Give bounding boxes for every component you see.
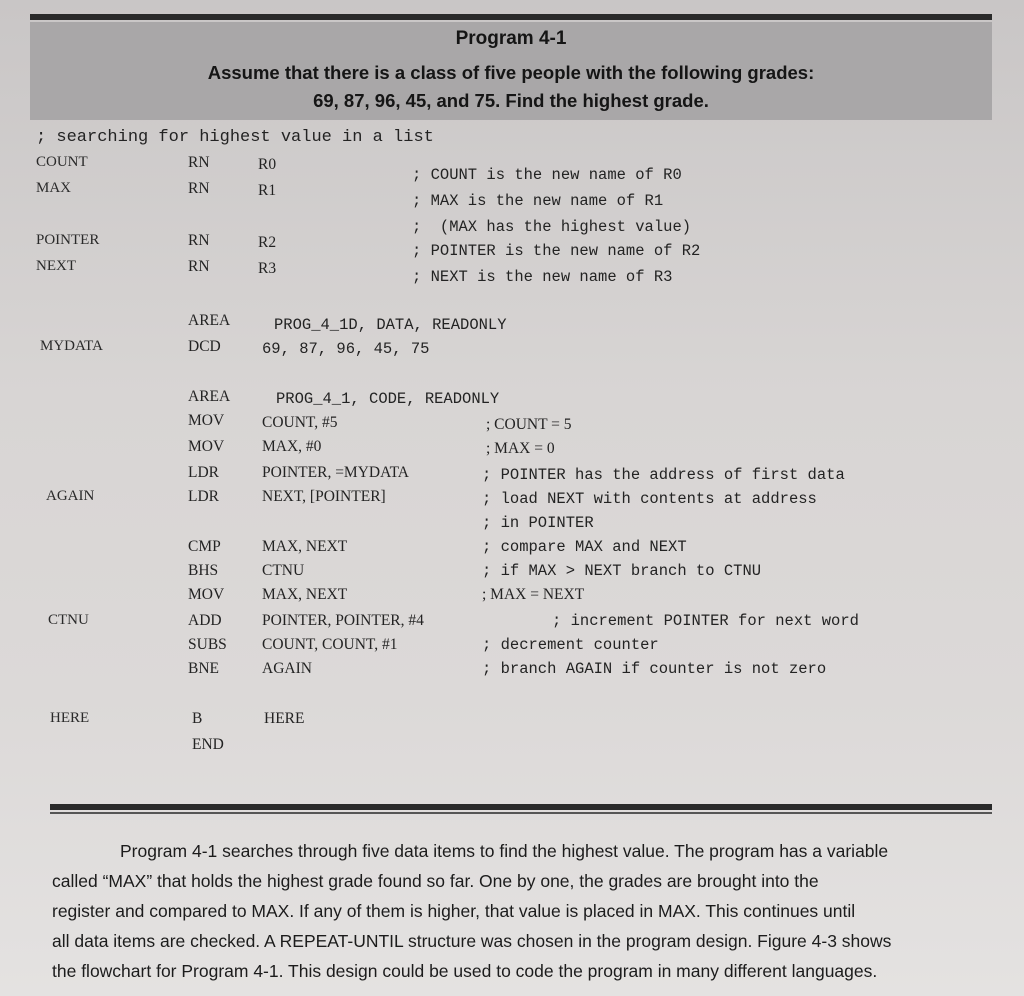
- code-arg: MAX, #0: [262, 438, 322, 455]
- code-comment: ; (MAX has the highest value): [412, 218, 692, 236]
- code-arg: R2: [258, 234, 277, 251]
- explanation-paragraph: [52, 836, 974, 986]
- code-arg: R1: [258, 182, 277, 199]
- code-arg: AGAIN: [262, 660, 312, 677]
- code-comment: ; increment POINTER for next word: [552, 612, 859, 630]
- paragraph-line: called “MAX” that holds the highest grade found so far. One by one, the grades are brought into the: [52, 871, 819, 891]
- code-comment: ; MAX = 0: [486, 440, 555, 457]
- code-op: SUBS: [188, 636, 227, 653]
- code-op: RN: [188, 154, 210, 171]
- code-comment: ; NEXT is the new name of R3: [412, 268, 673, 286]
- code-op: B: [192, 710, 203, 727]
- code-arg: R0: [258, 156, 277, 173]
- code-arg: CTNU: [262, 562, 305, 579]
- code-op: AREA: [188, 312, 231, 329]
- problem-statement-line-2: 69, 87, 96, 45, and 75. Find the highest grade.: [313, 90, 709, 111]
- code-comment: ; COUNT = 5: [486, 416, 572, 433]
- code-arg: COUNT, COUNT, #1: [262, 636, 398, 653]
- code-label: POINTER: [36, 232, 100, 248]
- code-comment: ; COUNT is the new name of R0: [412, 166, 682, 184]
- code-arg: MAX, NEXT: [262, 538, 348, 555]
- code-op: LDR: [188, 488, 219, 505]
- code-op: ADD: [188, 612, 222, 629]
- code-comment: ; if MAX > NEXT branch to CTNU: [482, 562, 762, 580]
- code-op: END: [192, 736, 224, 753]
- paragraph-line: Program 4-1 searches through five data items to find the highest value. The program has a variable: [120, 841, 889, 861]
- code-op: BNE: [188, 660, 219, 677]
- code-comment-top: ; searching for highest value in a list: [36, 128, 434, 147]
- code-op: RN: [188, 232, 210, 249]
- code-arg: 69, 87, 96, 45, 75: [262, 340, 430, 358]
- code-arg: PROG_4_1, CODE, READONLY: [276, 390, 500, 408]
- program-title: Program 4-1: [455, 28, 567, 49]
- code-op: MOV: [188, 412, 225, 429]
- code-label: NEXT: [36, 258, 76, 274]
- code-comment: ; MAX = NEXT: [482, 586, 585, 603]
- paragraph-line: all data items are checked. A REPEAT-UNTIL structure was chosen in the program design. Figure 4-3 shows: [52, 931, 892, 951]
- code-comment: ; load NEXT with contents at address: [482, 490, 817, 508]
- code-op: RN: [188, 258, 210, 275]
- problem-statement-line-1: Assume that there is a class of five people with the following grades:: [207, 62, 815, 83]
- code-op: LDR: [188, 464, 219, 481]
- code-comment: ; branch AGAIN if counter is not zero: [482, 660, 827, 678]
- code-arg: MAX, NEXT: [262, 586, 348, 603]
- code-label: CTNU: [48, 612, 89, 628]
- code-arg: HERE: [264, 710, 305, 727]
- code-label: AGAIN: [46, 488, 95, 504]
- paragraph-line: the flowchart for Program 4-1. This design could be used to code the program in many different languages.: [52, 961, 878, 981]
- code-comment: ; POINTER has the address of first data: [482, 466, 845, 484]
- bottom-rule: [50, 804, 992, 810]
- code-op: DCD: [188, 338, 221, 355]
- code-comment: ; compare MAX and NEXT: [482, 538, 687, 556]
- code-comment: ; decrement counter: [482, 636, 659, 654]
- code-comment: ; MAX is the new name of R1: [412, 192, 664, 210]
- code-arg: R3: [258, 260, 277, 277]
- code-op: MOV: [188, 586, 225, 603]
- paragraph-line: register and compared to MAX. If any of them is higher, that value is placed in MAX. This continues until: [52, 901, 856, 921]
- bottom-rule-thin: [50, 812, 992, 814]
- code-op: AREA: [188, 388, 231, 405]
- code-label: MYDATA: [40, 338, 103, 354]
- code-label: COUNT: [36, 154, 88, 170]
- code-arg: COUNT, #5: [262, 414, 338, 431]
- code-arg: POINTER, =MYDATA: [262, 464, 410, 481]
- code-comment: ; POINTER is the new name of R2: [412, 242, 701, 260]
- code-label: HERE: [50, 710, 90, 726]
- code-comment: ; in POINTER: [482, 514, 594, 532]
- code-op: RN: [188, 180, 210, 197]
- code-op: MOV: [188, 438, 225, 455]
- code-arg: NEXT, [POINTER]: [262, 488, 386, 505]
- code-arg: POINTER, POINTER, #4: [262, 612, 424, 629]
- code-op: BHS: [188, 562, 219, 579]
- code-op: CMP: [188, 538, 221, 555]
- code-label: MAX: [36, 180, 72, 196]
- code-arg: PROG_4_1D, DATA, READONLY: [274, 316, 507, 334]
